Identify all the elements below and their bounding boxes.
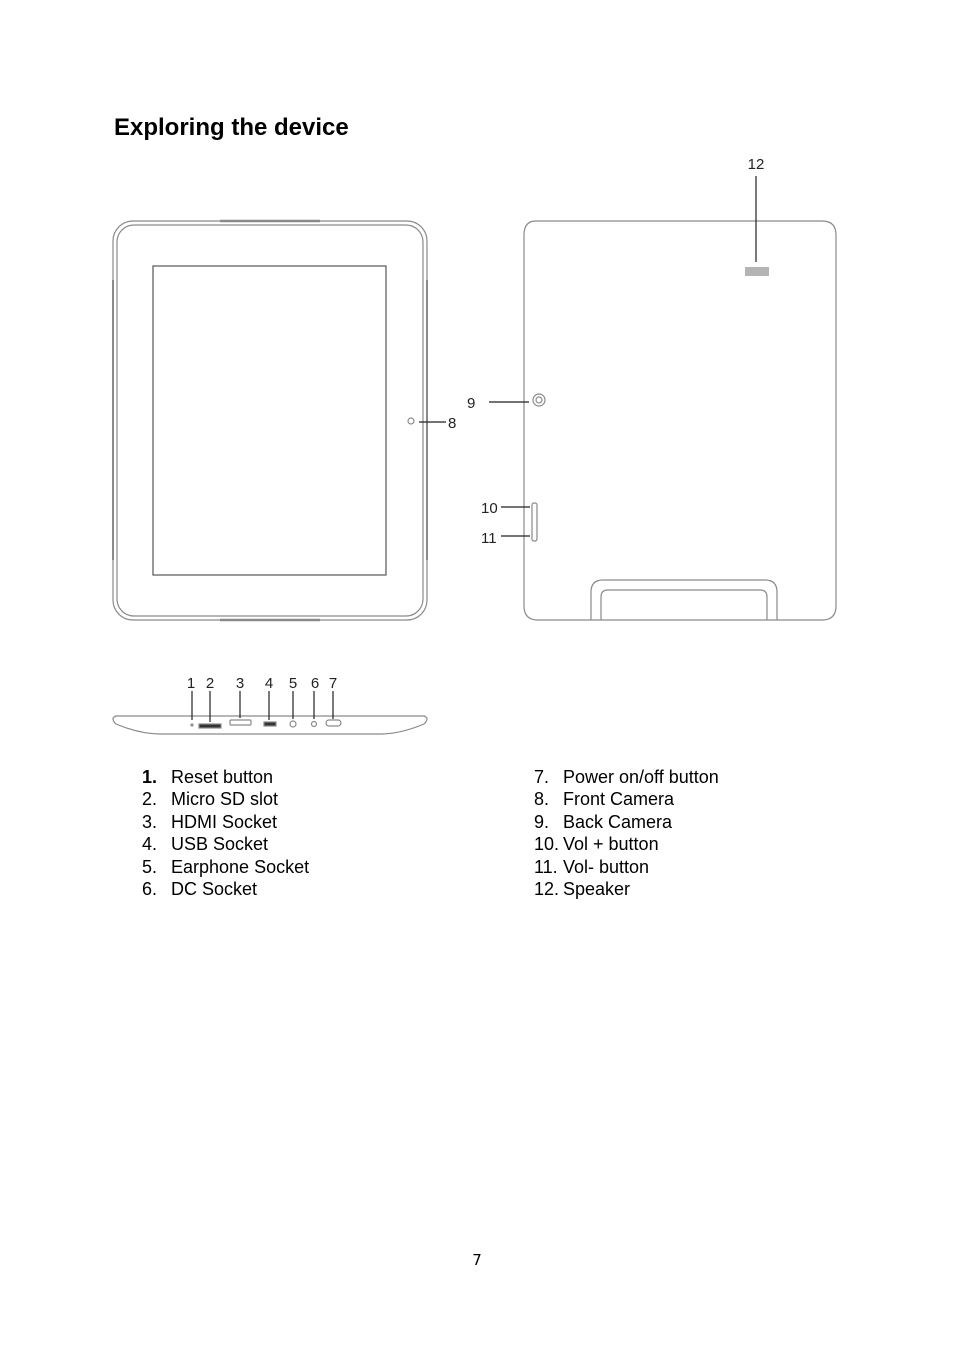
list-label: USB Socket (171, 834, 269, 855)
list-number: 7. (534, 767, 550, 787)
list-number: 6. (142, 878, 158, 899)
callout-1: 1 (186, 675, 196, 692)
list-label: Power on/off button (563, 767, 719, 787)
list-label: HDMI Socket (171, 811, 278, 832)
volume-rocker (532, 503, 537, 541)
list-label: Vol + button (563, 834, 659, 855)
list-label: DC Socket (171, 878, 258, 899)
callout-8: 8 (448, 415, 457, 432)
usb-socket-icon (264, 722, 276, 726)
back-view (524, 221, 836, 620)
list-number: 1. (142, 767, 158, 787)
micro-sd-slot-icon (199, 724, 221, 728)
bottom-edge-view (113, 716, 427, 734)
list-label: Micro SD slot (171, 789, 279, 810)
list-label: Earphone Socket (171, 856, 310, 877)
list-number: 10. (534, 834, 560, 855)
callout-2: 2 (205, 675, 215, 692)
list-number: 8. (534, 789, 550, 810)
list-label: Front Camera (563, 789, 675, 810)
list-label: Speaker (563, 878, 631, 899)
callout-7: 7 (328, 675, 338, 692)
callout-4: 4 (264, 675, 274, 692)
list-label: Back Camera (563, 811, 673, 832)
page-number: 7 (472, 1251, 482, 1269)
dc-socket-icon (312, 722, 317, 727)
callout-10: 10 (481, 500, 498, 517)
callout-11: 11 (481, 530, 497, 547)
earphone-socket-icon (290, 721, 296, 727)
callout-12: 12 (747, 156, 765, 173)
list-number: 12. (534, 878, 560, 899)
list-number: 4. (142, 834, 158, 855)
back-camera-icon (533, 394, 545, 406)
front-view (113, 221, 427, 620)
reset-hole-icon (191, 724, 193, 726)
callout-3: 3 (235, 675, 245, 692)
callout-5: 5 (288, 675, 298, 692)
callout-6: 6 (310, 675, 320, 692)
list-number: 2. (142, 789, 158, 810)
callout-9: 9 (467, 395, 476, 412)
speaker-grille-icon (746, 267, 768, 276)
list-number: 9. (534, 811, 550, 832)
list-label: Reset button (171, 767, 274, 787)
list-label: Vol- button (563, 856, 650, 877)
list-number: 11. (534, 856, 558, 877)
hdmi-socket-icon (230, 720, 251, 725)
power-button-icon (326, 720, 341, 726)
page-title: Exploring the device (114, 114, 349, 141)
list-number: 5. (142, 856, 158, 877)
list-number: 3. (142, 811, 158, 832)
front-camera-icon (408, 418, 414, 424)
